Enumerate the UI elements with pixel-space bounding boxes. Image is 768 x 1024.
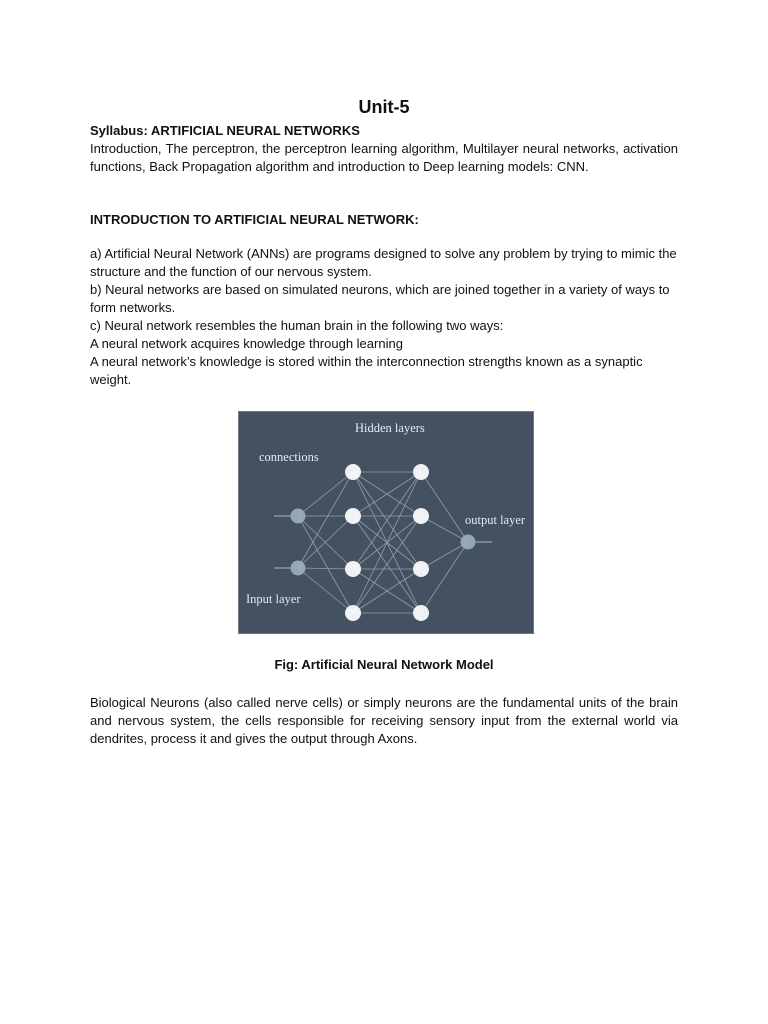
syllabus-text: Introduction, The perceptron, the perceptron learning algorithm, Multilayer neural networks, activation functions, Back Propagation algorithm and introduction to Deep learning models: CNN. — [90, 141, 678, 174]
syllabus-heading: Syllabus: ARTIFICIAL NEURAL NETWORKS — [90, 123, 360, 138]
point-b: b) Neural networks are based on simulated neurons, which are joined together in a variety of ways to form networks. — [90, 282, 670, 315]
page-title: Unit-5 — [358, 97, 410, 117]
biological-neurons-paragraph: Biological Neurons (also called nerve cells) or simply neurons are the fundamental units of the brain and nervous system, the cells responsible for receiving sensory input from the external world via dendrites, process it and gives the output through Axons. — [90, 695, 678, 746]
hidden-neuron — [413, 605, 429, 621]
neural-network-diagram — [239, 412, 533, 633]
hidden-neuron — [345, 561, 361, 577]
hidden-neuron — [413, 561, 429, 577]
hidden-neuron — [345, 508, 361, 524]
point-a: a) Artificial Neural Network (ANNs) are programs designed to solve any problem by trying to mimic the structure and the function of our nervous system. — [90, 246, 677, 279]
neuron-nodes — [291, 464, 476, 621]
hidden-neuron — [345, 605, 361, 621]
connection-line — [298, 472, 353, 516]
intro-points — [90, 245, 678, 389]
connection-edges — [298, 472, 468, 613]
point-learning: A neural network acquires knowledge through learning — [90, 336, 403, 351]
connections-label: connections — [259, 450, 319, 464]
connection-line — [421, 472, 468, 542]
connection-line — [298, 516, 353, 613]
hidden-neuron — [413, 508, 429, 524]
connection-line — [298, 568, 353, 613]
input-neuron — [291, 509, 306, 524]
connection-line — [298, 472, 353, 568]
connection-line — [421, 516, 468, 542]
output-neuron — [461, 535, 476, 550]
point-c: c) Neural network resembles the human brain in the following two ways: — [90, 318, 504, 333]
input-neuron — [291, 561, 306, 576]
neural-network-figure — [238, 411, 534, 634]
connection-line — [421, 542, 468, 613]
point-weights: A neural network’s knowledge is stored within the interconnection strengths known as a synaptic weight. — [90, 354, 643, 387]
hidden-layers-label: Hidden layers — [355, 421, 425, 435]
section-heading: INTRODUCTION TO ARTIFICIAL NEURAL NETWORK: — [90, 212, 419, 227]
output-layer-label: output layer — [465, 513, 526, 527]
figure-caption: Fig: Artificial Neural Network Model — [274, 657, 494, 672]
hidden-neuron — [413, 464, 429, 480]
hidden-neuron — [345, 464, 361, 480]
connection-line — [421, 542, 468, 569]
input-layer-label: Input layer — [246, 592, 301, 606]
connection-line — [298, 568, 353, 569]
